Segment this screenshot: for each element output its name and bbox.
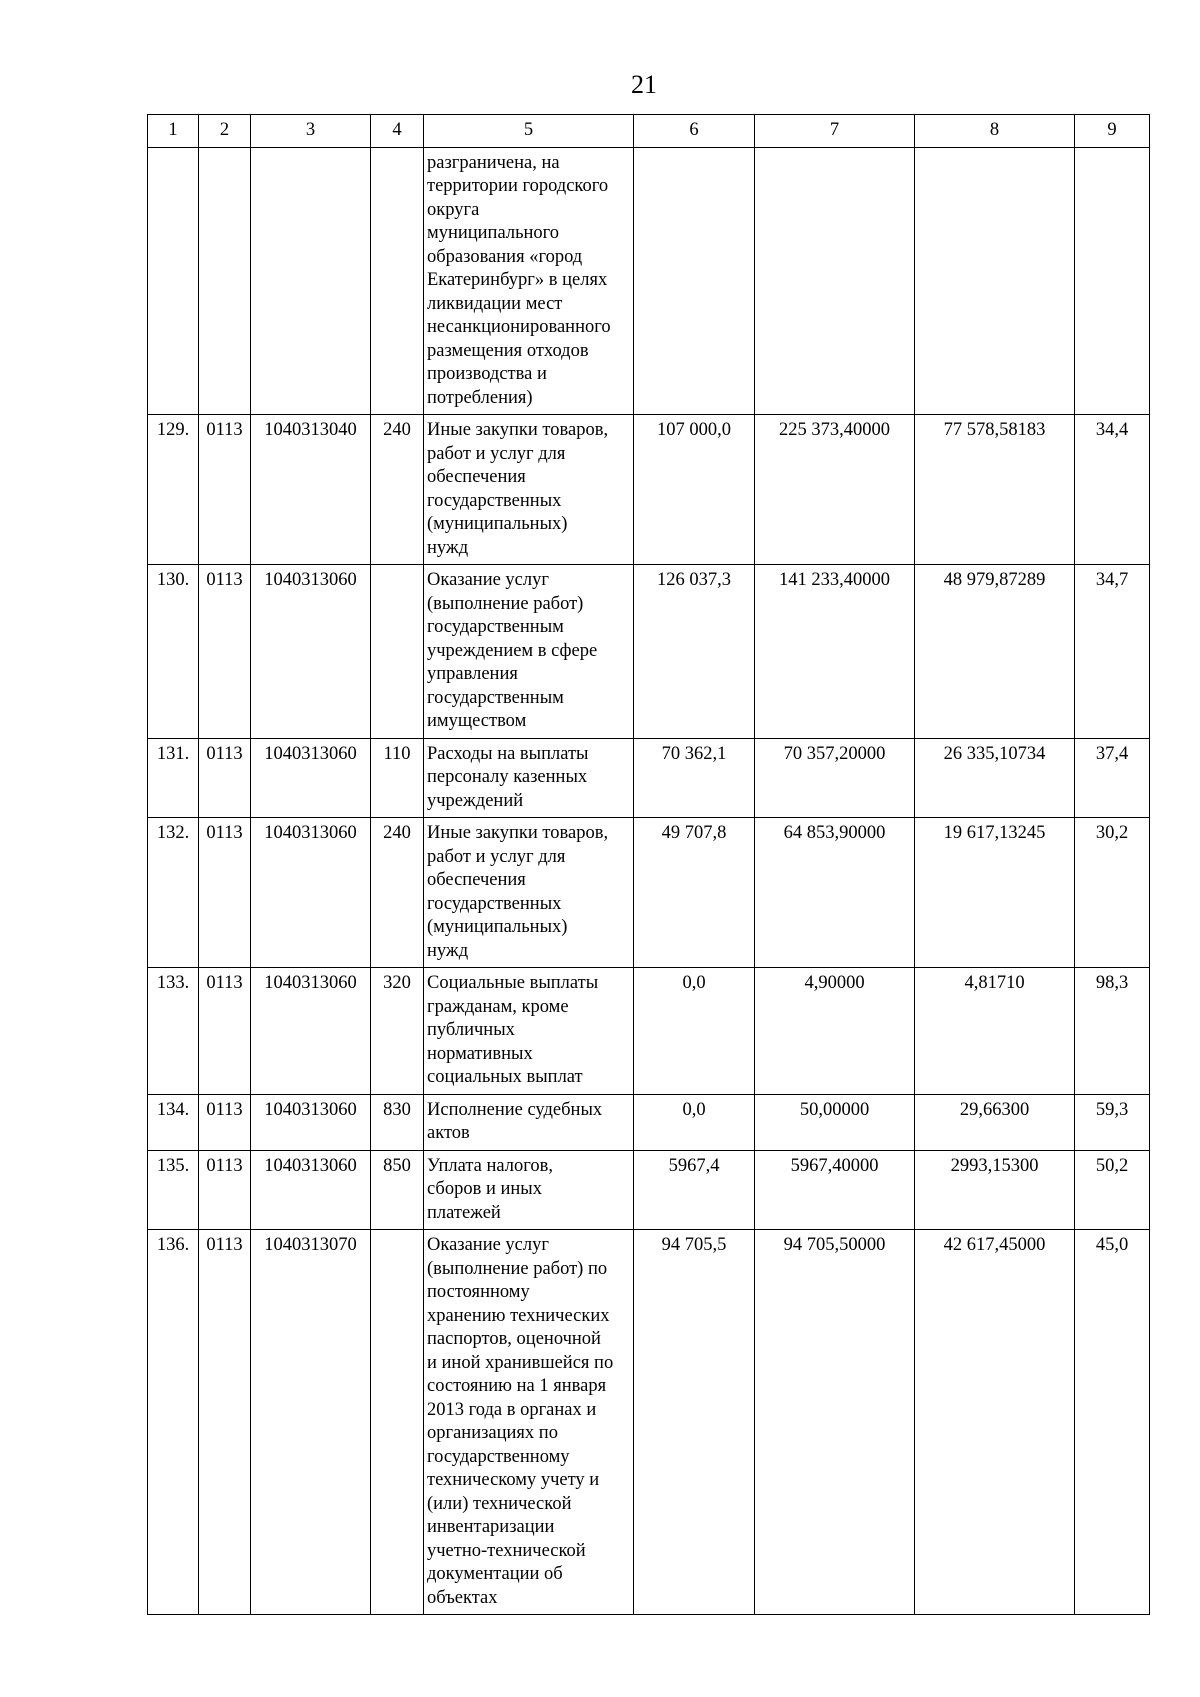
page-number: 21	[631, 70, 657, 99]
plan-initial-cell: 94 705,5	[634, 1230, 755, 1615]
row-number-cell: 136.	[148, 1230, 199, 1615]
section-code-cell: 0113	[199, 1094, 251, 1150]
plan-initial-cell: 0,0	[634, 968, 755, 1095]
expense-type-cell	[371, 565, 424, 739]
plan-initial-cell: 5967,4	[634, 1150, 755, 1230]
description-line: учреждений	[427, 790, 524, 811]
description-line: потребления)	[427, 387, 533, 408]
header-cell: 5	[424, 115, 634, 148]
expense-type-cell: 830	[371, 1094, 424, 1150]
description-cell	[424, 1150, 634, 1230]
table-row	[148, 968, 1150, 1095]
description-cell	[424, 415, 634, 565]
section-code-cell: 0113	[199, 565, 251, 739]
header-cell: 1	[148, 115, 199, 148]
percent-cell: 50,2	[1075, 1150, 1150, 1230]
table-row	[148, 738, 1150, 818]
description-line: обеспечения	[427, 870, 526, 890]
plan-initial-cell: 107 000,0	[634, 415, 755, 565]
description-cell	[424, 818, 634, 968]
section-code-cell: 0113	[199, 818, 251, 968]
description-line: инвентаризации	[427, 1517, 555, 1537]
description-line: (муниципальных)	[427, 514, 568, 534]
description-line: документации об	[427, 1564, 563, 1584]
target-article-cell: 1040313060	[251, 968, 371, 1095]
expense-type-cell: 240	[371, 818, 424, 968]
description-line: Иные закупки товаров,	[427, 823, 609, 843]
executed-cell: 2993,15300	[915, 1150, 1075, 1230]
description-line: объектах	[427, 1587, 498, 1608]
executed-cell: 19 617,13245	[915, 818, 1075, 968]
plan-initial-cell: 49 707,8	[634, 818, 755, 968]
description-line: государственным	[427, 687, 564, 708]
section-code-cell	[199, 147, 251, 415]
table-row	[148, 415, 1150, 565]
row-number-cell: 132.	[148, 818, 199, 968]
description-line: гражданам, кроме	[427, 996, 569, 1017]
header-cell: 8	[915, 115, 1075, 148]
plan-initial-cell: 70 362,1	[634, 738, 755, 818]
plan-revised-cell: 225 373,40000	[755, 415, 915, 565]
section-code-cell: 0113	[199, 968, 251, 1095]
executed-cell: 4,81710	[915, 968, 1075, 1095]
description-line: территории городского	[427, 176, 609, 196]
executed-cell: 29,66300	[915, 1094, 1075, 1150]
plan-initial-cell: 126 037,3	[634, 565, 755, 739]
percent-cell: 98,3	[1075, 968, 1150, 1095]
description-line: хранению технических	[427, 1305, 610, 1326]
section-code-cell: 0113	[199, 738, 251, 818]
description-line: (выполнение работ) по	[427, 1258, 608, 1279]
percent-cell: 59,3	[1075, 1094, 1150, 1150]
description-line: социальных выплат	[427, 1067, 583, 1087]
executed-cell: 77 578,58183	[915, 415, 1075, 565]
description-line: паспортов, оценочной	[427, 1329, 601, 1349]
target-article-cell: 1040313060	[251, 818, 371, 968]
target-article-cell: 1040313040	[251, 415, 371, 565]
expense-type-cell: 240	[371, 415, 424, 565]
description-line: Уплата налогов,	[427, 1155, 553, 1176]
description-line: разграничена, на	[427, 152, 560, 173]
plan-revised-cell	[755, 147, 915, 415]
expense-type-cell	[371, 147, 424, 415]
description-line: учетно-технической	[427, 1540, 586, 1561]
plan-revised-cell: 70 357,20000	[755, 738, 915, 818]
description-line: Оказание услуг	[427, 570, 549, 590]
description-line: Иные закупки товаров,	[427, 420, 609, 440]
description-line: ликвидации мест	[427, 293, 563, 314]
description-line: образования «город	[427, 246, 583, 267]
expense-type-cell: 110	[371, 738, 424, 818]
percent-cell: 37,4	[1075, 738, 1150, 818]
percent-cell	[1075, 147, 1150, 415]
description-line: Расходы на выплаты	[427, 743, 589, 764]
plan-revised-cell: 141 233,40000	[755, 565, 915, 739]
plan-revised-cell: 94 705,50000	[755, 1230, 915, 1615]
description-line: нужд	[427, 940, 469, 961]
description-line: учреждением в сфере	[427, 640, 598, 661]
target-article-cell: 1040313070	[251, 1230, 371, 1615]
plan-revised-cell: 50,00000	[755, 1094, 915, 1150]
expense-type-cell: 320	[371, 968, 424, 1095]
description-line: нормативных	[427, 1043, 533, 1064]
description-line: нужд	[427, 537, 469, 558]
target-article-cell: 1040313060	[251, 1094, 371, 1150]
percent-cell: 30,2	[1075, 818, 1150, 968]
header-cell: 4	[371, 115, 424, 148]
plan-initial-cell: 0,0	[634, 1094, 755, 1150]
description-line: государственных	[427, 893, 562, 914]
header-row	[148, 115, 1150, 148]
plan-initial-cell	[634, 147, 755, 415]
description-line: (выполнение работ)	[427, 593, 584, 614]
description-line: Оказание услуг	[427, 1235, 549, 1255]
description-line: производства и	[427, 364, 547, 384]
description-line: публичных	[427, 1020, 515, 1040]
description-line: персоналу казенных	[427, 767, 588, 787]
plan-revised-cell: 64 853,90000	[755, 818, 915, 968]
row-number-cell: 130.	[148, 565, 199, 739]
row-number-cell: 133.	[148, 968, 199, 1095]
percent-cell: 34,7	[1075, 565, 1150, 739]
expense-type-cell: 850	[371, 1150, 424, 1230]
plan-revised-cell: 4,90000	[755, 968, 915, 1095]
description-line: управления	[427, 664, 518, 684]
row-number-cell: 131.	[148, 738, 199, 818]
target-article-cell: 1040313060	[251, 1150, 371, 1230]
description-cell	[424, 565, 634, 739]
description-line: актов	[427, 1123, 470, 1143]
expense-type-cell	[371, 1230, 424, 1615]
table-row	[148, 1094, 1150, 1150]
description-line: работ и услуг для	[427, 443, 566, 464]
budget-table	[147, 114, 1150, 1615]
description-line: 2013 года в органах и	[427, 1399, 597, 1420]
section-code-cell: 0113	[199, 1150, 251, 1230]
header-cell: 7	[755, 115, 915, 148]
executed-cell: 42 617,45000	[915, 1230, 1075, 1615]
description-line: техническому учету и	[427, 1470, 600, 1490]
header-cell: 2	[199, 115, 251, 148]
executed-cell: 48 979,87289	[915, 565, 1075, 739]
table-row	[148, 147, 1150, 415]
table-row	[148, 1150, 1150, 1230]
table-row	[148, 1230, 1150, 1615]
description-cell	[424, 147, 634, 415]
description-line: обеспечения	[427, 467, 526, 487]
description-line: Исполнение судебных	[427, 1099, 603, 1120]
section-code-cell: 0113	[199, 1230, 251, 1615]
header-cell: 9	[1075, 115, 1150, 148]
target-article-cell: 1040313060	[251, 565, 371, 739]
description-line: (муниципальных)	[427, 917, 568, 937]
description-line: организациях по	[427, 1423, 558, 1443]
description-line: Социальные выплаты	[427, 973, 599, 993]
description-cell	[424, 1094, 634, 1150]
table-row	[148, 565, 1150, 739]
header-cell: 6	[634, 115, 755, 148]
header-cell: 3	[251, 115, 371, 148]
description-line: сборов и иных	[427, 1179, 542, 1199]
description-line: состоянию на 1 января	[427, 1376, 607, 1396]
description-line: размещения отходов	[427, 340, 589, 361]
plan-revised-cell: 5967,40000	[755, 1150, 915, 1230]
table-row	[148, 818, 1150, 968]
description-line: государственному	[427, 1446, 570, 1467]
description-line: округа	[427, 199, 480, 220]
description-line: имуществом	[427, 711, 527, 731]
row-number-cell: 134.	[148, 1094, 199, 1150]
description-line: работ и услуг для	[427, 846, 566, 867]
description-line: (или) технической	[427, 1493, 572, 1514]
percent-cell: 45,0	[1075, 1230, 1150, 1615]
row-number-cell: 135.	[148, 1150, 199, 1230]
section-code-cell: 0113	[199, 415, 251, 565]
description-line: несанкционированного	[427, 317, 611, 337]
row-number-cell	[148, 147, 199, 415]
description-line: государственным	[427, 617, 564, 637]
target-article-cell	[251, 147, 371, 415]
description-line: и иной хранившейся по	[427, 1352, 614, 1373]
description-line: государственных	[427, 490, 562, 511]
percent-cell: 34,4	[1075, 415, 1150, 565]
description-line: постоянному	[427, 1282, 530, 1302]
executed-cell: 26 335,10734	[915, 738, 1075, 818]
description-line: Екатеринбург» в целях	[427, 270, 608, 290]
description-cell	[424, 968, 634, 1095]
target-article-cell: 1040313060	[251, 738, 371, 818]
description-line: муниципального	[427, 223, 560, 243]
description-cell	[424, 738, 634, 818]
description-line: платежей	[427, 1202, 501, 1223]
description-cell	[424, 1230, 634, 1615]
executed-cell	[915, 147, 1075, 415]
row-number-cell: 129.	[148, 415, 199, 565]
